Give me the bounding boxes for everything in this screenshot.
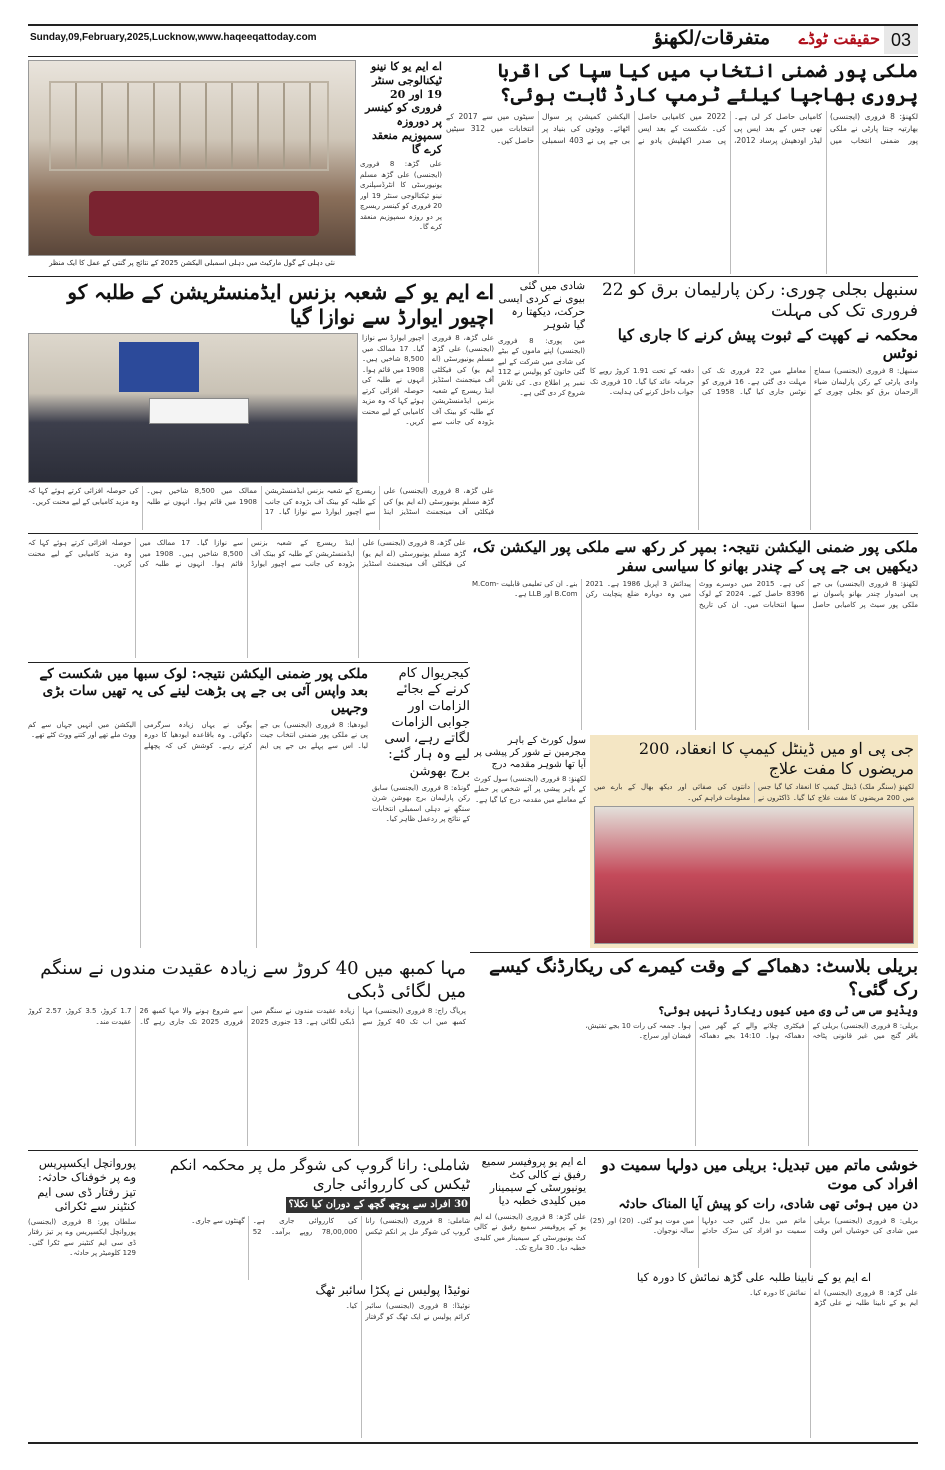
bypoll-article bbox=[446, 60, 918, 274]
kejriwal-body: گونڈہ: 8 فروری (ایجنسی) سابق رکن پارلیمان برج بھوشن شرن سنگھ نے دہلی اسمبلی انتخابات کے نتائج پر ردعمل ظاہر کیا۔ bbox=[372, 783, 470, 824]
milkipur-lok-headline: ملکی پور ضمنی الیکشن نتیجہ: لوک سبھا میں شکست کے بعد واپس آئی بی جے پی بڑھت لینے کی یہ تھیں سات بڑی وجہیں bbox=[39, 666, 368, 716]
masthead-logo: حقیقت ٹوڈے bbox=[798, 29, 880, 48]
dateline: Sunday,09,February,2025,Lucknow,www.haqeeqattoday.com bbox=[30, 32, 317, 43]
divider bbox=[28, 276, 918, 277]
divider bbox=[28, 533, 918, 534]
amu-tech-headline: اے ایم یو کا نینو ٹیکنالوجی سنٹر 19 اور 20 فروری کو کینسر پر دوروزہ سمپوزیم منعقد کرے گا bbox=[365, 60, 442, 156]
amu-award-body-c: علی گڑھ، 8 فروری (ایجنسی) علی گڑھ مسلم یونیورسٹی (اے ایم یو) کی فیکلٹی آف مینجمنٹ اسٹڈیز اینڈ ریسرچ کے شعبہ بزنس ایڈمنسٹریشن کے طلبہ کو بینک آف بڑودہ کی جانب سے اچیور ایوارڈ سے نوازا گیا۔ 17 ممالک میں 8,500 شاخیں ہیں۔ 1908 میں قائم ہوا۔ انہوں نے طلبہ کی حوصلہ افزائی کرتے ہوئے کہا کہ وہ مزید کامیابی کے لیے محنت کریں۔ bbox=[28, 539, 466, 568]
amu-award-body-b: علی گڑھ، 8 فروری (ایجنسی) علی گڑھ مسلم یونیورسٹی (اے ایم یو) کی فیکلٹی آف مینجمنٹ اسٹڈیز اینڈ ریسرچ کے شعبہ بزنس ایڈمنسٹریشن کے طلبہ کو بینک آف بڑودہ کی جانب سے اچیور ایوارڈ سے نوازا گیا۔ 17 ممالک میں 8,500 شاخیں ہیں۔ 1908 میں قائم ہوا۔ انہوں نے طلبہ کی حوصلہ افزائی کرتے ہوئے کہا کہ وہ مزید کامیابی کے لیے محنت کریں۔ bbox=[28, 487, 494, 516]
wedding-column bbox=[590, 1156, 918, 1438]
bareilly-blast-subheadline: ویڈیو سی سی ٹی وی میں کیوں ریکارڈ نہیں ہوئی؟ bbox=[657, 1004, 918, 1017]
amu-prof-body: علی گڑھ: 8 فروری (ایجنسی) اے ایم یو کے پروفیسر سمیع رفیق نے کالی کٹ یونیورسٹی کے سیمینار میں کلیدی خطبہ دیا۔ 30 مارچ تک۔ bbox=[474, 1212, 586, 1252]
dental-box bbox=[590, 735, 918, 948]
milkipur-result-body: لکھنؤ: 8 فروری (ایجنسی) بی جے پی امیدوار چندر بھانو پاسوان نے ملکی پور سیٹ پر کامیابی حاصل کی ہے۔ 2015 میں دوسرے ووٹ 8396 حاصل کیے۔ 2024 کے لوک سبھا انتخابات میں۔ ان کی تاریخ پیدائش 3 اپریل 1986 ہے۔ 2021 میں وہ دوبارہ ضلع پنچایت رکن بنے۔ ان کی تعلیمی قابلیت M.Com-B.Com اور LLB ہے۔ bbox=[472, 579, 918, 609]
amu-tech-article bbox=[360, 60, 442, 274]
photo-block bbox=[28, 60, 356, 274]
mahakumbh-article bbox=[28, 958, 466, 1146]
wedding-subheadline: دن میں ہوئی تھی شادی، رات کو پیش آیا المناک حادثہ bbox=[618, 1196, 918, 1212]
wedding-body: بریلی: 8 فروری (ایجنسی) بریلی میں شادی کی خوشیاں اس وقت ماتم میں بدل گئیں جب دولہا سمیت دو افراد کی سڑک حادثے میں موت ہو گئی۔ (20) اور (25) سالہ نوجوان۔ bbox=[590, 1216, 918, 1236]
shadi-body: مین پوری: 8 فروری (ایجنسی) اپنے ماموں کے بیٹے کی شادی میں شرکت کے لیے گئی خاتون کو پولیس نے 112 نمبر پر اطلاع دی۔ کی تلاش شروع کر دی گئی ہے۔ bbox=[498, 336, 585, 397]
bareilly-blast-headline: بریلی بلاسٹ: دھماکے کے وقت کیمرے کی ریکارڈنگ کیسے رک گئی؟ bbox=[489, 956, 918, 1000]
shamli-column bbox=[140, 1156, 470, 1438]
amu-award-continued bbox=[28, 538, 466, 658]
noida-body: نوئیڈا: 8 فروری (ایجنسی) سائبر کرائم پولیس نے ایک ٹھگ کو گرفتار کیا۔ bbox=[345, 1302, 470, 1321]
kejriwal-article bbox=[372, 666, 470, 948]
dental-body: لکھنؤ (سنگر ملک) ڈینٹل کیمپ کا انعقاد کیا گیا جس میں 200 مریضوں کا مفت علاج کیا گیا۔ ڈاکٹروں نے دانتوں کی صفائی اور دیکھ بھال کے بارے میں معلومات فراہم کیں۔ bbox=[594, 783, 914, 802]
bypoll-body: لکھنؤ: 8 فروری (ایجنسی) بھارتیہ جنتا پارٹی نے ملکی پور ضمنی انتخاب میں کامیابی حاصل کر لی ہے۔ تھی جس کے بعد ایس پی لیڈر اودھیش پرساد 2012، 2022 میں کامیابی حاصل کی۔ شکست کے بعد ایس پی صدر اکھلیش یادو نے الیکشن کمیشن پر سوال اٹھائے۔ ووٹوں کی بنیاد پر بی جے پی نے 403 اسمبلی سیٹوں میں سے 2017 کے انتخابات میں 312 سیٹیں حاصل کیں۔ bbox=[446, 111, 918, 145]
sambhal-headline: سنبھل بجلی چوری: رکن پارلیمان برق کو 22 فروری تک کی مہلت bbox=[601, 280, 918, 322]
noida-headline: نوئیڈا پولیس نے پکڑا سائبر ٹھگ bbox=[315, 1283, 470, 1297]
shadi-article bbox=[498, 280, 585, 530]
purvanchal-body: سلطان پور: 8 فروری (ایجنسی) پوروانچل ایکسپریس وے پر تیز رفتار ڈی سی ایم کنٹینر سے ٹکرا گئی۔ 129 کلومیٹر پر حادثہ۔ bbox=[28, 1217, 136, 1257]
bareilly-blast-body: بریلی: 8 فروری (ایجنسی) بریلی کے باقر گنج میں غیر قانونی پٹاخہ فیکٹری چلانے والے کے گھر میں دھماکہ ہوا۔ 14:10 بجے دھماکہ ہوا۔ جمعہ کی رات 10 بجے تفتیش، فیضان اور سراج۔ bbox=[585, 1021, 918, 1041]
divider bbox=[28, 662, 468, 663]
shamli-body: شاملی: 8 فروری (ایجنسی) رانا گروپ کی شوگر مل پر انکم ٹیکس کی کارروائی جاری ہے۔ 78,00,000 روپے برآمد۔ 52 گھنٹوں سے جاری۔ bbox=[191, 1217, 470, 1236]
amu-students-headline: اے ایم یو کے نابینا طلبہ علی گڑھ نمائش کا دورہ کیا bbox=[636, 1270, 872, 1284]
civil-court-body: لکھنؤ: 8 فروری (ایجنسی) سول کورٹ کے باہر پیشی پر آئے شخص پر حملے کے معاملے میں مقدمہ درج کیا گیا ہے۔ bbox=[474, 774, 586, 804]
amu-students-body: علی گڑھ: 8 فروری (ایجنسی) اے ایم یو کے نابینا طلبہ نے علی گڑھ نمائش کا دورہ کیا۔ bbox=[749, 1288, 918, 1307]
amu-tech-body: علی گڑھ: 8 فروری (ایجنسی) علی گڑھ مسلم یونیورسٹی کا انٹرڈسپلنری نینو ٹیکنالوجی سنٹر 19 اور 20 فروری کو کینسر ریسرچ پر دو روزہ سمپوزیم منعقد کرے گا۔ bbox=[360, 160, 442, 232]
milkipur-lok-article bbox=[28, 666, 368, 948]
dental-camp-photo bbox=[594, 806, 914, 944]
amu-award-article bbox=[28, 280, 494, 530]
header-top-rule bbox=[28, 24, 918, 26]
photo-caption: نئی دہلی کے گول مارکیٹ میں دہلی اسمبلی الیکشن 2025 کے نتائج پر گنتی کے عمل کا ایک منظر bbox=[49, 259, 335, 267]
divider bbox=[470, 952, 918, 953]
mahakumbh-body: پریاگ راج: 8 فروری (ایجنسی) مہا کمبھ میں اب تک 40 کروڑ سے زیادہ عقیدت مندوں نے سنگم میں ڈبکی لگائی ہے۔ 13 جنوری 2025 سے شروع ہونے والا مہا کمبھ 26 فروری 2025 تک جاری رہے گا۔ 1.7 کروڑ، 3.5 کروڑ، 2.57 کروڑ عقیدت مند۔ bbox=[28, 1007, 466, 1026]
kejriwal-headline: کیجریوال کام کرنے کے بجائے الزامات اور جوابی الزامات لگاتے رہے، اسی لیے وہ ہار گئے: برج بھوشن bbox=[384, 666, 470, 779]
page-number: 03 bbox=[884, 26, 918, 54]
wedding-headline: خوشی ماتم میں تبدیل: بریلی میں دولہا سمیت دو افراد کی موت bbox=[601, 1156, 918, 1193]
header-bottom-rule bbox=[28, 56, 918, 57]
counting-center-photo bbox=[28, 60, 356, 256]
footer-rule bbox=[28, 1442, 918, 1444]
sambhal-body: سنبھل: 8 فروری (ایجنسی) سماج وادی پارٹی کے رکن پارلیمان ضیاء الرحمان برق کو بجلی چوری کے معاملے میں 22 فروری تک کی مہلت دی گئی ہے۔ 16 فروری کو نوٹس جاری کیا گیا۔ 1958 کی دفعہ کے تحت 1.91 کروڑ روپے کا جرمانہ عائد کیا گیا۔ 10 فروری تک جواب داخل کرنے کی ہدایت۔ bbox=[590, 367, 918, 396]
shadi-headline: شادی میں گئی بیوی نے کردی ایسی حرکت، دیکھتا رہ گیا شوہر bbox=[498, 280, 585, 332]
milkipur-lok-body: ایودھیا: 8 فروری (ایجنسی) بی جے پی نے ملکی پور ضمنی انتخاب جیت لیا۔ اس سے پہلے بی جے پی ایم یوگی نے یہاں زیادہ سرگرمی دکھائی۔ وہ باقاعدہ ایودھیا کا دورہ کرتے رہے۔ کوشش کی کہ پچھلے الیکشن میں انہیں جہاں سے کم ووٹ ملے تھے اور کتنے ووٹ کٹے تھے۔ bbox=[28, 720, 368, 750]
milkipur-result-headline: ملکی پور ضمنی الیکشن نتیجہ: بمپر کر رکھ سے ملکی پور الیکشن تک، دیکھیں بی جے پی کے چندر بھانو کا سیاسی سفر bbox=[472, 538, 918, 575]
civil-court-headline: سول کورٹ کے باہر مجرمین نے شور کر پیشی پر آیا تھا شوہر مقدمہ درج bbox=[474, 735, 586, 770]
amu-award-headline: اے ایم یو کے شعبہ بزنس ایڈمنسٹریشن کے طلبہ کو اچیور ایوارڈ سے نوازا گیا bbox=[67, 280, 494, 329]
amu-award-body-a: علی گڑھ، 8 فروری (ایجنسی) علی گڑھ مسلم یونیورسٹی (اے ایم یو) کی فیکلٹی آف مینجمنٹ اسٹڈیز اینڈ ریسرچ کے شعبہ بزنس ایڈمنسٹریشن کے طلبہ کو بینک آف بڑودہ کی جانب سے اچیور ایوارڈ سے نوازا گیا۔ 17 ممالک میں 8,500 شاخیں ہیں۔ 1908 میں قائم ہوا۔ انہوں نے طلبہ کی حوصلہ افزائی کرتے ہوئے کہا کہ وہ مزید کامیابی کے لیے محنت کریں۔ bbox=[362, 334, 494, 426]
purvanchal-article bbox=[28, 1156, 136, 1438]
divider bbox=[28, 1150, 918, 1151]
amu-prof-article bbox=[474, 1156, 586, 1438]
civil-court-article bbox=[474, 735, 586, 948]
bypoll-headline: ملکی پور ضمنی انتخاب میں کیا سپا کی اقربا پروری بھاجپا کیلئے ٹرمپ کارڈ ثابت ہوئی؟ bbox=[497, 60, 918, 106]
purvanchal-headline: پوروانچل ایکسپریس وے پر خوفناک حادثہ: تیز رفتار ڈی سی ایم کنٹینر سے ٹکرائی bbox=[37, 1156, 136, 1214]
mahakumbh-headline: مہا کمبھ میں 40 کروڑ سے زیادہ عقیدت مندوں نے سنگم میں لگائی ڈبکی bbox=[40, 958, 466, 1002]
shamli-tag: 30 افراد سے پوچھ گچھ کے دوران کیا نکلا؟ bbox=[286, 1197, 470, 1214]
dental-headline: جی پی او میں ڈینٹل کیمپ کا انعقاد، 200 مریضوں کا مفت علاج bbox=[638, 739, 914, 778]
section-title: متفرقات/لکھنؤ bbox=[653, 27, 770, 49]
award-ceremony-photo bbox=[28, 333, 358, 483]
shamli-headline: شاملی: رانا گروپ کی شوگر مل پر محکمہ انکم ٹیکس کی کارروائی جاری bbox=[169, 1156, 470, 1193]
milkipur-result-article bbox=[472, 538, 918, 730]
sambhal-article bbox=[590, 280, 918, 530]
bareilly-blast-article bbox=[472, 956, 918, 1146]
amu-prof-headline: اے ایم یو پروفیسر سمیع رفیق نے کالی کٹ یونیورسٹی کے سیمینار میں کلیدی خطبہ دیا bbox=[481, 1156, 586, 1208]
sambhal-subheadline: محکمہ نے کھپت کے ثبوت پیش کرنے کا جاری کیا نوٹس bbox=[617, 325, 918, 363]
